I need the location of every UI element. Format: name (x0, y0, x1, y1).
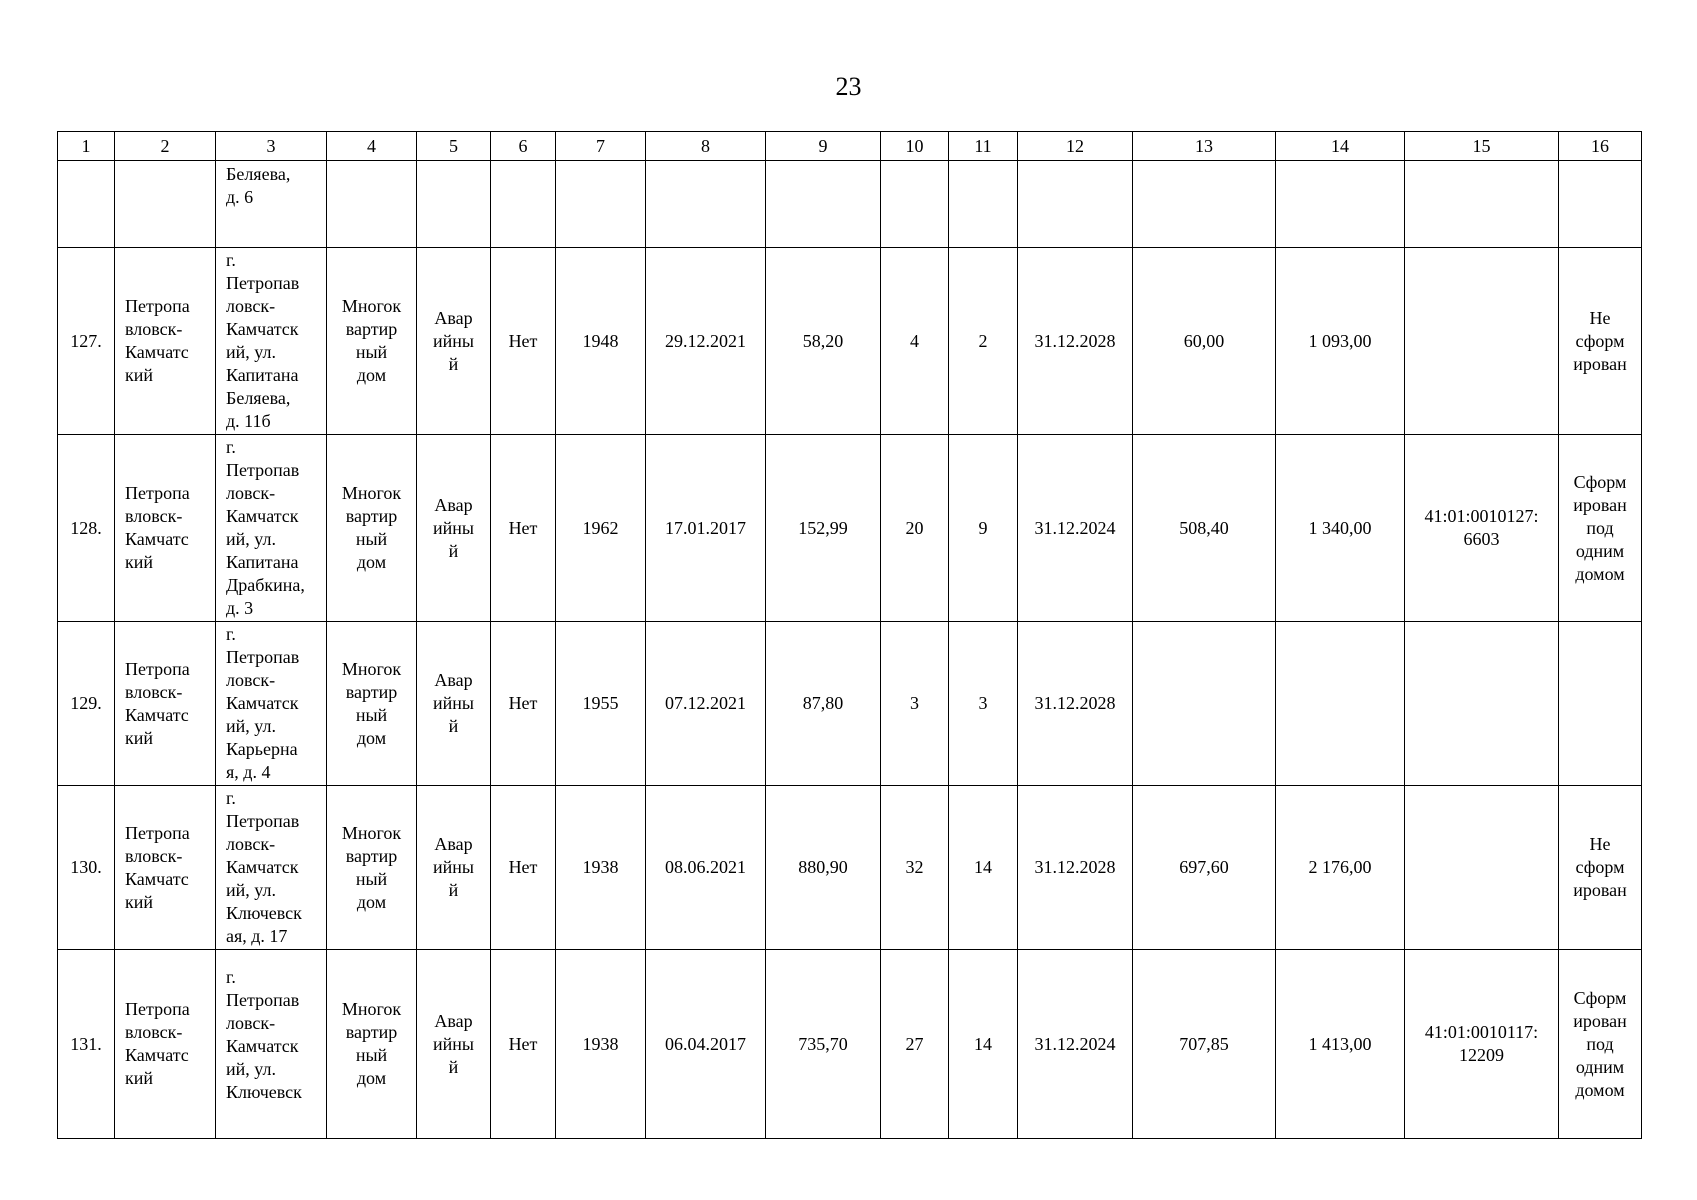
column-header: 4 (327, 132, 417, 161)
column-header: 15 (1405, 132, 1559, 161)
table-row (58, 622, 1642, 786)
row-number-cell: 130. (58, 786, 115, 950)
deadline-cell: 31.12.2028 (1018, 786, 1133, 950)
house-type-cell: Многок вартир ный дом (327, 950, 417, 1139)
area-cell: 880,90 (766, 786, 881, 950)
column-header: 14 (1276, 132, 1405, 161)
address-cell: г. Петропав ловск- Камчатск ий, ул. Карьерна я, д. 4 (216, 622, 327, 786)
date-cell: 17.01.2017 (646, 435, 766, 622)
housing-registry-table (57, 131, 1642, 1139)
house-type-cell: Многок вартир ный дом (327, 622, 417, 786)
col13-cell (1133, 622, 1276, 786)
row-number-cell: 131. (58, 950, 115, 1139)
col11-cell: 14 (949, 950, 1018, 1139)
col14-cell (1276, 622, 1405, 786)
flag-cell: Нет (491, 786, 556, 950)
table-row (58, 248, 1642, 435)
column-header: 13 (1133, 132, 1276, 161)
status-cell: Авар ийны й (417, 622, 491, 786)
settlement-cell: Петропа вловск- Камчатс кий (115, 786, 216, 950)
settlement-cell: Петропа вловск- Камчатс кий (115, 435, 216, 622)
row-number-cell: 129. (58, 622, 115, 786)
year-cell: 1948 (556, 248, 646, 435)
column-header: 11 (949, 132, 1018, 161)
flag-cell: Нет (491, 435, 556, 622)
col10-cell: 4 (881, 248, 949, 435)
plot-status-cell (1559, 622, 1642, 786)
column-header: 12 (1018, 132, 1133, 161)
column-header: 10 (881, 132, 949, 161)
page-number: 23 (835, 72, 862, 101)
address-cell: Беляева, д. 6 (216, 161, 327, 248)
date-cell: 08.06.2021 (646, 786, 766, 950)
col10-cell: 20 (881, 435, 949, 622)
area-cell: 735,70 (766, 950, 881, 1139)
column-number-header-row (58, 132, 1642, 161)
cadastral-cell (1405, 622, 1559, 786)
address-cell: г. Петропав ловск- Камчатск ий, ул. Ключевск (216, 950, 327, 1139)
year-cell: 1938 (556, 786, 646, 950)
area-cell: 87,80 (766, 622, 881, 786)
col10-cell: 27 (881, 950, 949, 1139)
settlement-cell: Петропа вловск- Камчатс кий (115, 248, 216, 435)
settlement-cell: Петропа вловск- Камчатс кий (115, 950, 216, 1139)
status-cell: Авар ийны й (417, 950, 491, 1139)
year-cell: 1962 (556, 435, 646, 622)
col14-cell: 2 176,00 (1276, 786, 1405, 950)
plot-status-cell: Не сформ ирован (1559, 248, 1642, 435)
table-row (58, 435, 1642, 622)
house-type-cell: Многок вартир ный дом (327, 435, 417, 622)
year-cell: 1938 (556, 950, 646, 1139)
col14-cell: 1 413,00 (1276, 950, 1405, 1139)
col13-cell: 697,60 (1133, 786, 1276, 950)
area-cell: 58,20 (766, 248, 881, 435)
address-cell: г. Петропав ловск- Камчатск ий, ул. Капитана Драбкина, д. 3 (216, 435, 327, 622)
col14-cell: 1 340,00 (1276, 435, 1405, 622)
col10-cell: 3 (881, 622, 949, 786)
col14-cell: 1 093,00 (1276, 248, 1405, 435)
address-cell: г. Петропав ловск- Камчатск ий, ул. Капитана Беляева, д. 11б (216, 248, 327, 435)
date-cell: 06.04.2017 (646, 950, 766, 1139)
column-header: 16 (1559, 132, 1642, 161)
col10-cell: 32 (881, 786, 949, 950)
col11-cell: 14 (949, 786, 1018, 950)
col11-cell: 2 (949, 248, 1018, 435)
cadastral-cell (1405, 248, 1559, 435)
deadline-cell: 31.12.2028 (1018, 248, 1133, 435)
status-cell: Авар ийны й (417, 435, 491, 622)
plot-status-cell: Не сформ ирован (1559, 786, 1642, 950)
column-header: 1 (58, 132, 115, 161)
deadline-cell: 31.12.2028 (1018, 622, 1133, 786)
cadastral-cell: 41:01:0010127: 6603 (1405, 435, 1559, 622)
plot-status-cell: Сформ ирован под одним домом (1559, 435, 1642, 622)
date-cell: 29.12.2021 (646, 248, 766, 435)
column-header: 8 (646, 132, 766, 161)
column-header: 3 (216, 132, 327, 161)
settlement-cell: Петропа вловск- Камчатс кий (115, 622, 216, 786)
col11-cell: 9 (949, 435, 1018, 622)
col11-cell: 3 (949, 622, 1018, 786)
house-type-cell: Многок вартир ный дом (327, 248, 417, 435)
deadline-cell: 31.12.2024 (1018, 950, 1133, 1139)
row-number-cell: 128. (58, 435, 115, 622)
column-header: 5 (417, 132, 491, 161)
plot-status-cell: Сформ ирован под одним домом (1559, 950, 1642, 1139)
status-cell: Авар ийны й (417, 248, 491, 435)
address-cell: г. Петропав ловск- Камчатск ий, ул. Ключевск ая, д. 17 (216, 786, 327, 950)
row-number-cell: 127. (58, 248, 115, 435)
col13-cell: 508,40 (1133, 435, 1276, 622)
col13-cell: 60,00 (1133, 248, 1276, 435)
house-type-cell: Многок вартир ный дом (327, 786, 417, 950)
date-cell: 07.12.2021 (646, 622, 766, 786)
table-row (58, 950, 1642, 1139)
status-cell: Авар ийны й (417, 786, 491, 950)
table-row-continuation (58, 161, 1642, 248)
area-cell: 152,99 (766, 435, 881, 622)
flag-cell: Нет (491, 622, 556, 786)
table-row (58, 786, 1642, 950)
cadastral-cell: 41:01:0010117: 12209 (1405, 950, 1559, 1139)
column-header: 7 (556, 132, 646, 161)
cadastral-cell (1405, 786, 1559, 950)
flag-cell: Нет (491, 248, 556, 435)
column-header: 9 (766, 132, 881, 161)
column-header: 2 (115, 132, 216, 161)
col13-cell: 707,85 (1133, 950, 1276, 1139)
deadline-cell: 31.12.2024 (1018, 435, 1133, 622)
column-header: 6 (491, 132, 556, 161)
year-cell: 1955 (556, 622, 646, 786)
flag-cell: Нет (491, 950, 556, 1139)
